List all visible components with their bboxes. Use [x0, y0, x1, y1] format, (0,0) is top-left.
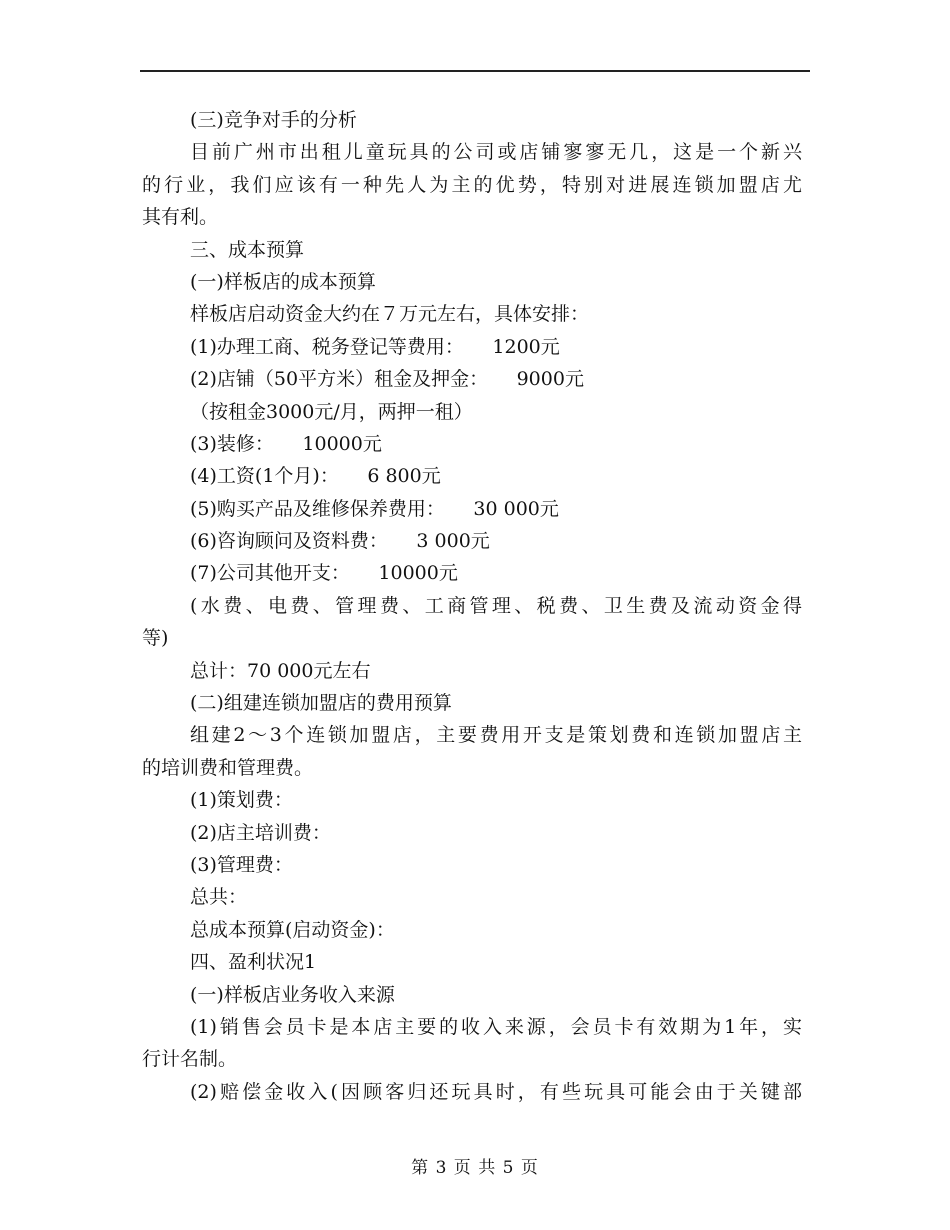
text-line: 的行业，我们应该有一种先人为主的优势，特别对进展连锁加盟店尤: [142, 173, 802, 196]
text-line: （按租金3000元/月，两押一租）: [190, 400, 473, 423]
text-line: 目前广州市出租儿童玩具的公司或店铺寥寥无几，这是一个新兴: [190, 141, 802, 164]
text-line: (一)样板店业务收入来源: [190, 983, 395, 1006]
text-line: (4)工资(1个月)： 6 800元: [190, 465, 441, 488]
text-line: (一)样板店的成本预算: [190, 270, 376, 293]
text-line: (2)店铺（50平方米）租金及押金： 9000元: [190, 368, 584, 391]
text-line: (三)竞争对手的分析: [190, 109, 357, 131]
text-line: 其有利。: [142, 206, 219, 229]
text-line: 总共：: [190, 886, 248, 909]
text-line: (1)办理工商、税务登记等费用： 1200元: [190, 335, 560, 358]
text-line: (水费、电费、管理费、工商管理、税费、卫生费及流动资金得: [190, 594, 802, 617]
text-line: (二)组建连锁加盟店的费用预算: [190, 692, 452, 715]
text-line: (3)装修： 10000元: [190, 432, 382, 455]
text-line: 三、成本预算: [190, 238, 305, 261]
document-body: [142, 104, 802, 1108]
text-line: 样板店启动资金大约在７万元左右，具体安排：: [190, 303, 590, 326]
text-line: 的培训费和管理费。: [142, 756, 314, 779]
text-line: 等): [142, 627, 169, 650]
header-rule: [140, 70, 810, 72]
text-line: (2)店主培训费：: [190, 821, 331, 844]
text-line: (7)公司其他开支： 10000元: [190, 562, 458, 585]
text-line: (2)赔偿金收入(因顾客归还玩具时，有些玩具可能会由于关键部: [190, 1080, 802, 1103]
text-line: (1)销售会员卡是本店主要的收入来源，会员卡有效期为1年，实: [190, 1015, 802, 1038]
text-line: 行计名制。: [142, 1048, 238, 1071]
text-line: 总成本预算(启动资金)：: [190, 918, 395, 941]
text-line: (3)管理费：: [190, 853, 293, 876]
text-line: 组建2～3个连锁加盟店，主要费用开支是策划费和连锁加盟店主: [190, 724, 802, 747]
text-line: (5)购买产品及维修保养费用： 30 000元: [190, 497, 559, 520]
page-number: 第 3 页 共 5 页: [411, 1158, 539, 1178]
text-line: 四、盈利状况1: [190, 951, 317, 974]
text-line: 总计：70 000元左右: [190, 659, 371, 682]
text-line: (6)咨询顾问及资料费： 3 000元: [190, 530, 490, 553]
text-line: (1)策划费：: [190, 789, 293, 812]
